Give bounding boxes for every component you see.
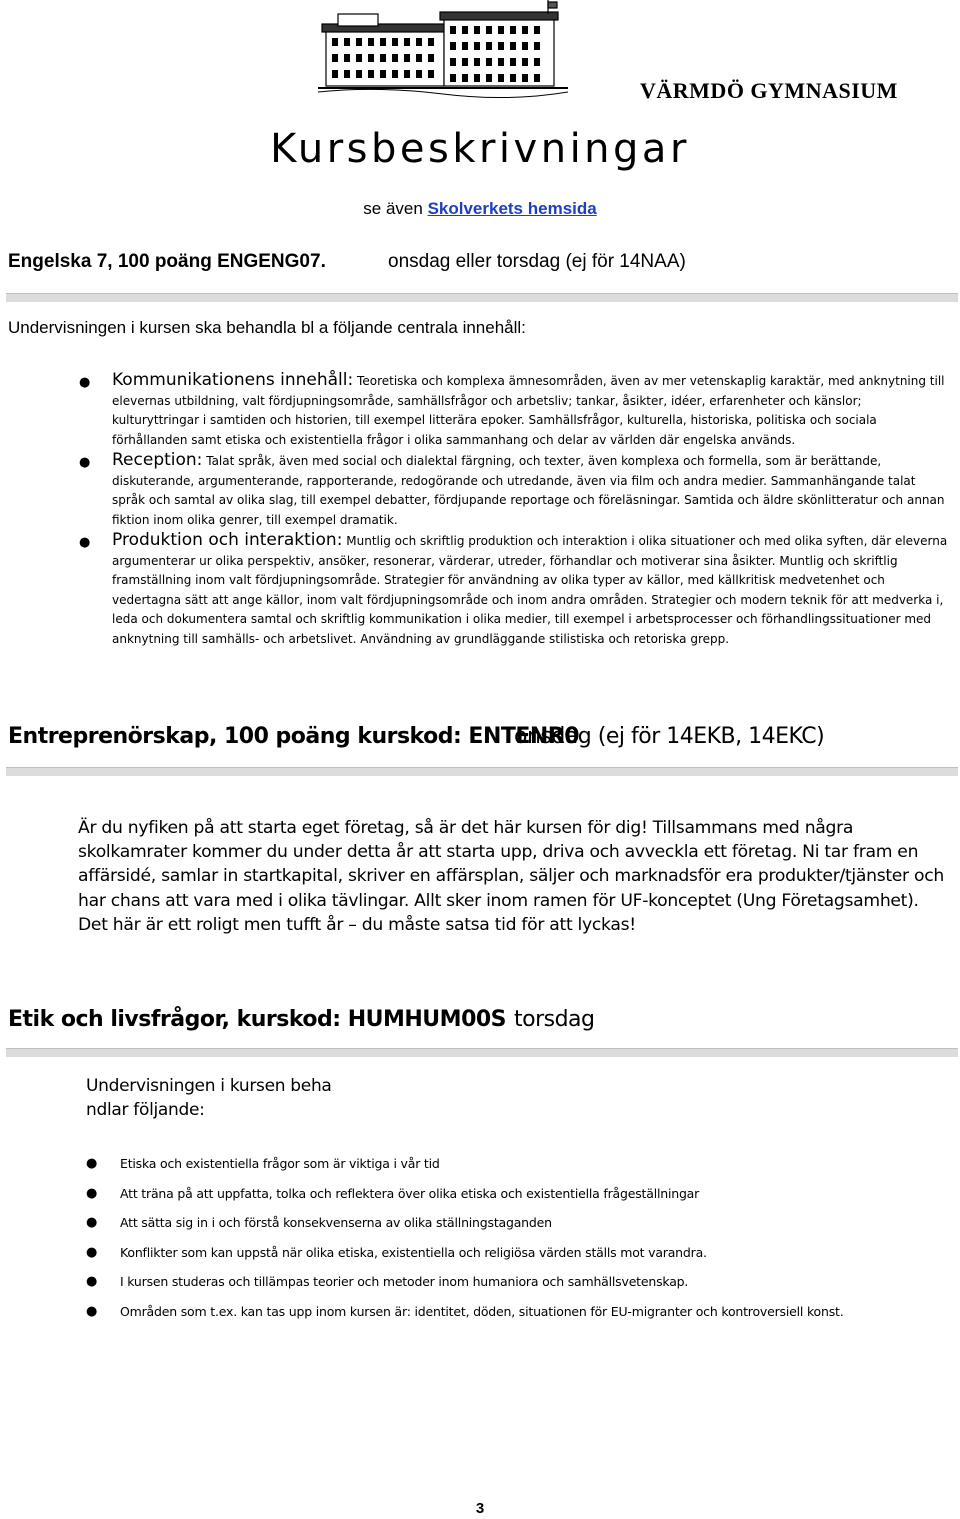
bullet-icon: ● <box>86 1274 98 1290</box>
bullet-icon: ● <box>79 455 91 470</box>
course-schedule-etik: torsdag <box>514 1007 595 1032</box>
page-number: 3 <box>475 1500 485 1517</box>
list-item <box>86 1182 950 1212</box>
bullet-icon: ● <box>79 535 91 550</box>
skolverket-link[interactable]: Skolverkets hemsida <box>427 199 597 218</box>
list-item <box>86 1211 950 1241</box>
course-schedule-engelska: onsdag eller torsdag (ej för 14NAA) <box>388 251 686 272</box>
section-divider <box>6 293 958 302</box>
course-description-entreprenorskap: Är du nyfiken på att starta eget företag, så är det här kursen för dig! Tillsammans med några skolkamrater kommer du under detta år att starta upp, driva och avveckla ett företag. Ni tar fram en affärsidé, samlar in startkapital, skriver en affärsplan, säljer och marknadsför era produkter/tjänster och har chans att vara med i olika tävlingar. Allt sker inom ramen för UF-konceptet (Ung Företagsamhet). Det här är ett roligt men tufft år – du måste satsa tid för att lyckas! <box>78 818 944 935</box>
item-lead: Produktion och interaktion: <box>112 530 343 550</box>
list-item <box>86 1152 950 1182</box>
school-building-logo <box>318 0 568 102</box>
item-text: Talat språk, även med social och dialektal färgning, och texter, även komplexa och formella, som är berättande, diskuterande, argumenterande, rapporterande, redogörande och utredande, även via film och andra medier. Sammanhängande talat språk och samtal av olika slag, till exempel debatter, fördjupande reportage och föreläsningar. Samtida och äldre skönlitteratur och annan fiktion inom olika genrer, till exempel dramatik. <box>112 454 945 527</box>
bullet-icon: ● <box>86 1303 98 1319</box>
item-text: Muntlig och skriftlig produktion och interaktion i olika situationer och med olika syften, där eleverna argumenterar ur olika perspektiv, ansöker, resonerar, värderar, utreder, förhandlar och motiverar sina åsikter. Muntlig och skriftlig framställning inom valt fördjupningsområde. Strategier för användning av olika typer av källor, med källkritisk medvetenhet och vedertagna sätt att ange källor, inom valt fördjupningsområde och inom andra områden. Strategier och modern teknik för att medverka i, leda och dokumentera samtal och skriftlig kommunikation i olika medier, till exempel i arbetsprocesser och förhandlingssituationer med anknytning till samhälls- och arbetslivet. Användning av grundläggande stilistiska och retoriska grepp. <box>112 534 948 646</box>
section-divider <box>6 1048 958 1057</box>
course-intro-etik: Undervisningen i kursen beha ndlar följande: <box>86 1076 332 1120</box>
item-text: Att träna på att uppfatta, tolka och reflektera över olika etiska och existentiella frågeställningar <box>120 1185 700 1201</box>
list-item <box>79 530 950 649</box>
see-also-prefix: se även <box>363 199 423 218</box>
course-title-engelska: Engelska 7, 100 poäng ENGENG07. <box>8 251 326 272</box>
list-item <box>79 450 950 530</box>
item-lead: Reception: <box>112 450 203 470</box>
section-divider <box>6 767 958 776</box>
item-lead: Kommunikationens innehåll: <box>112 370 354 390</box>
see-also-line <box>0 199 960 219</box>
school-name: VÄRMDÖ GYMNASIUM <box>640 78 898 103</box>
bullet-icon: ● <box>79 375 91 390</box>
item-text: Etiska och existentiella frågor som är viktiga i vår tid <box>120 1156 440 1171</box>
list-item <box>86 1270 950 1300</box>
content-list-etik <box>86 1152 950 1330</box>
bullet-icon: ● <box>86 1185 98 1201</box>
item-text: Att sätta sig in i och förstå konsekvenserna av olika ställningstaganden <box>120 1215 552 1231</box>
list-item <box>86 1300 950 1330</box>
course-schedule-entreprenorskap: onsdag (ej för 14EKB, 14EKC) <box>514 724 825 749</box>
bullet-icon: ● <box>86 1215 98 1231</box>
item-text: Teoretiska och komplexa ämnesområden, även av mer vetenskaplig karaktär, med anknytning till elevernas utbildning, valt fördjupningsområde, samhällsfrågor och arbetsliv; tankar, åsikter, idéer, erfarenheter och känslor; kulturyttringar i samtiden och historien, till exempel litterära epoker. Samhällsfrågor, kulturella, historiska, politiska och sociala förhållanden samt etiska och existentiella frågor i olika sammanhang och delar av världen där engelska används. <box>112 374 945 447</box>
course-title-entreprenorskap: Entreprenörskap, 100 poäng kurskod: ENTENR0 <box>8 724 580 749</box>
bullet-icon: ● <box>86 1244 98 1260</box>
item-text: I kursen studeras och tillämpas teorier och metoder inom humaniora och samhällsvetenskap. <box>120 1274 689 1290</box>
course-intro-engelska: Undervisningen i kursen ska behandla bl a följande centrala innehåll: <box>8 318 526 337</box>
item-text: Konflikter som kan uppstå när olika etiska, existentiella och religiösa värden ställs mot varandra. <box>120 1244 707 1260</box>
course-title-etik: Etik och livsfrågor, kurskod: HUMHUM00S <box>8 1007 507 1032</box>
content-list-engelska <box>79 370 950 649</box>
list-item <box>79 370 950 450</box>
page-title: Kursbeskrivningar <box>270 126 690 172</box>
item-text: Områden som t.ex. kan tas upp inom kursen är: identitet, döden, situationen för EU-migranter och kontroversiell konst. <box>120 1303 844 1319</box>
bullet-icon: ● <box>86 1156 98 1171</box>
list-item <box>86 1241 950 1271</box>
